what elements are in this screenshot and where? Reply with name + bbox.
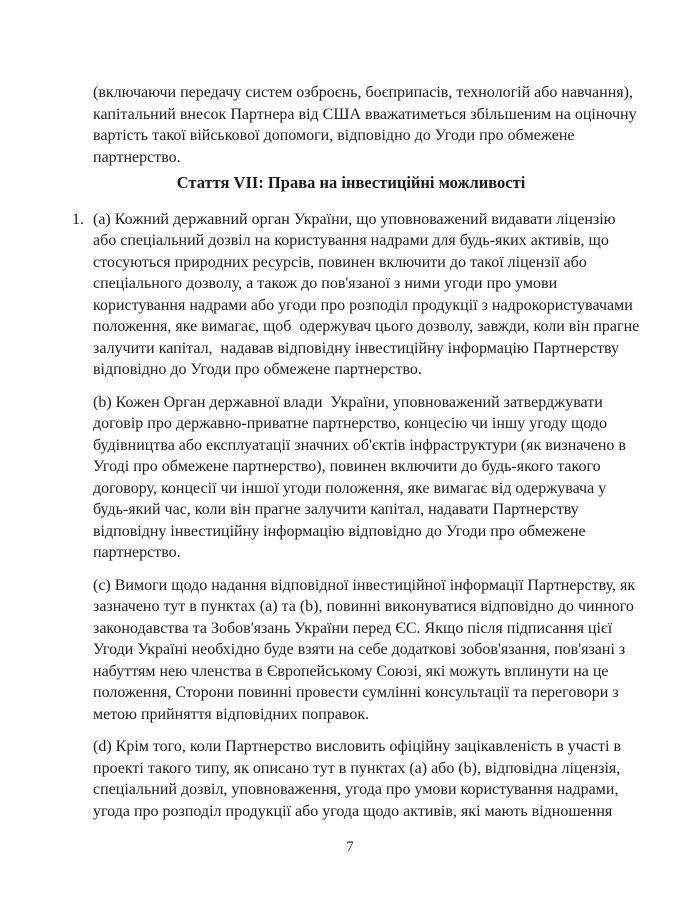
article-heading: Стаття VII: Права на інвестиційні можливості bbox=[176, 173, 526, 192]
sub-paragraph-d: (d) Крім того, коли Партнерство висловить офіційну зацікавленість в участі в проекті такого типу, як описано тут в пунктах (a) або (b), відповідна ліцензія, спеціальний дозвіл, уповноваження, угода про умови користування надрами, угода про розподіл продукції або угода щодо активів, які мають відношення bbox=[93, 738, 626, 820]
sub-paragraph-c: (c) Вимоги щодо надання відповідної інвестиційної інформації Партнерству, як зазначено тут в пунктах (a) та (b), повинні виконуватися відповідно до чинного законодавства та Зобов'язань України перед ЄС. Якщо після підписання цієї Угоди Україні необхідно буде взяти на себе додаткові зобов'язання, пов'язані з набуттям нею членства в Європейському Союзі, які можуть вплинути на це положення, Сторони повинні провести сумлінні консультації та переговори з метою прийняття відповідних поправок. bbox=[93, 576, 640, 723]
numbered-item bbox=[72, 209, 644, 823]
sub-paragraph-b: (b) Кожен Орган державної влади України, уповноважений затверджувати договір про державно-приватне партнерство, концесію чи іншу угоду щодо будівництва або експлуатації значних об'єктів інфраструктури (як визначено в Угоді про обмежене партнерство), повинен включити до будь-якого такого договору, концесії чи іншої угоди положення, яке вимагає від одержувача у будь-який час, коли він прагне залучити капітал, надавати Партнерству відповідну інвестиційну інформацію відповідно до Угоди про обмежене партнерство. bbox=[93, 393, 630, 561]
continuation-paragraph: (включаючи передачу систем озброєнь, боєприпасів, технологій або навчання), капітальний внесок Партнера від США вважатиметься збільшеним на оціночну вартість такої військової допомоги, відповідно до Угоди про обмежене партнерство. bbox=[93, 84, 641, 166]
sub-paragraph-a: (a) Кожний державний орган України, що уповноважений видавати ліцензію або спеціальний дозвіл на користування надрами для будь-яких активів, що стосуються природних ресурсів, повинен включити до такої ліцензії або спеціального дозволу, а також до пов'язаної з ними угоди про умови користування надрами або угоди про розподіл продукції з надрокористувачами положення, яке вимагає, щоб одержувач цього дозволу, завжди, коли він прагне залучити капітал, надавав відповідну інвестиційну інформацію Партнерству відповідно до Угоди про обмежене партнерство. bbox=[93, 210, 644, 378]
page-content bbox=[72, 82, 644, 822]
page-number: 7 bbox=[346, 839, 354, 855]
item-body bbox=[93, 209, 644, 823]
item-number: 1. bbox=[72, 210, 84, 228]
